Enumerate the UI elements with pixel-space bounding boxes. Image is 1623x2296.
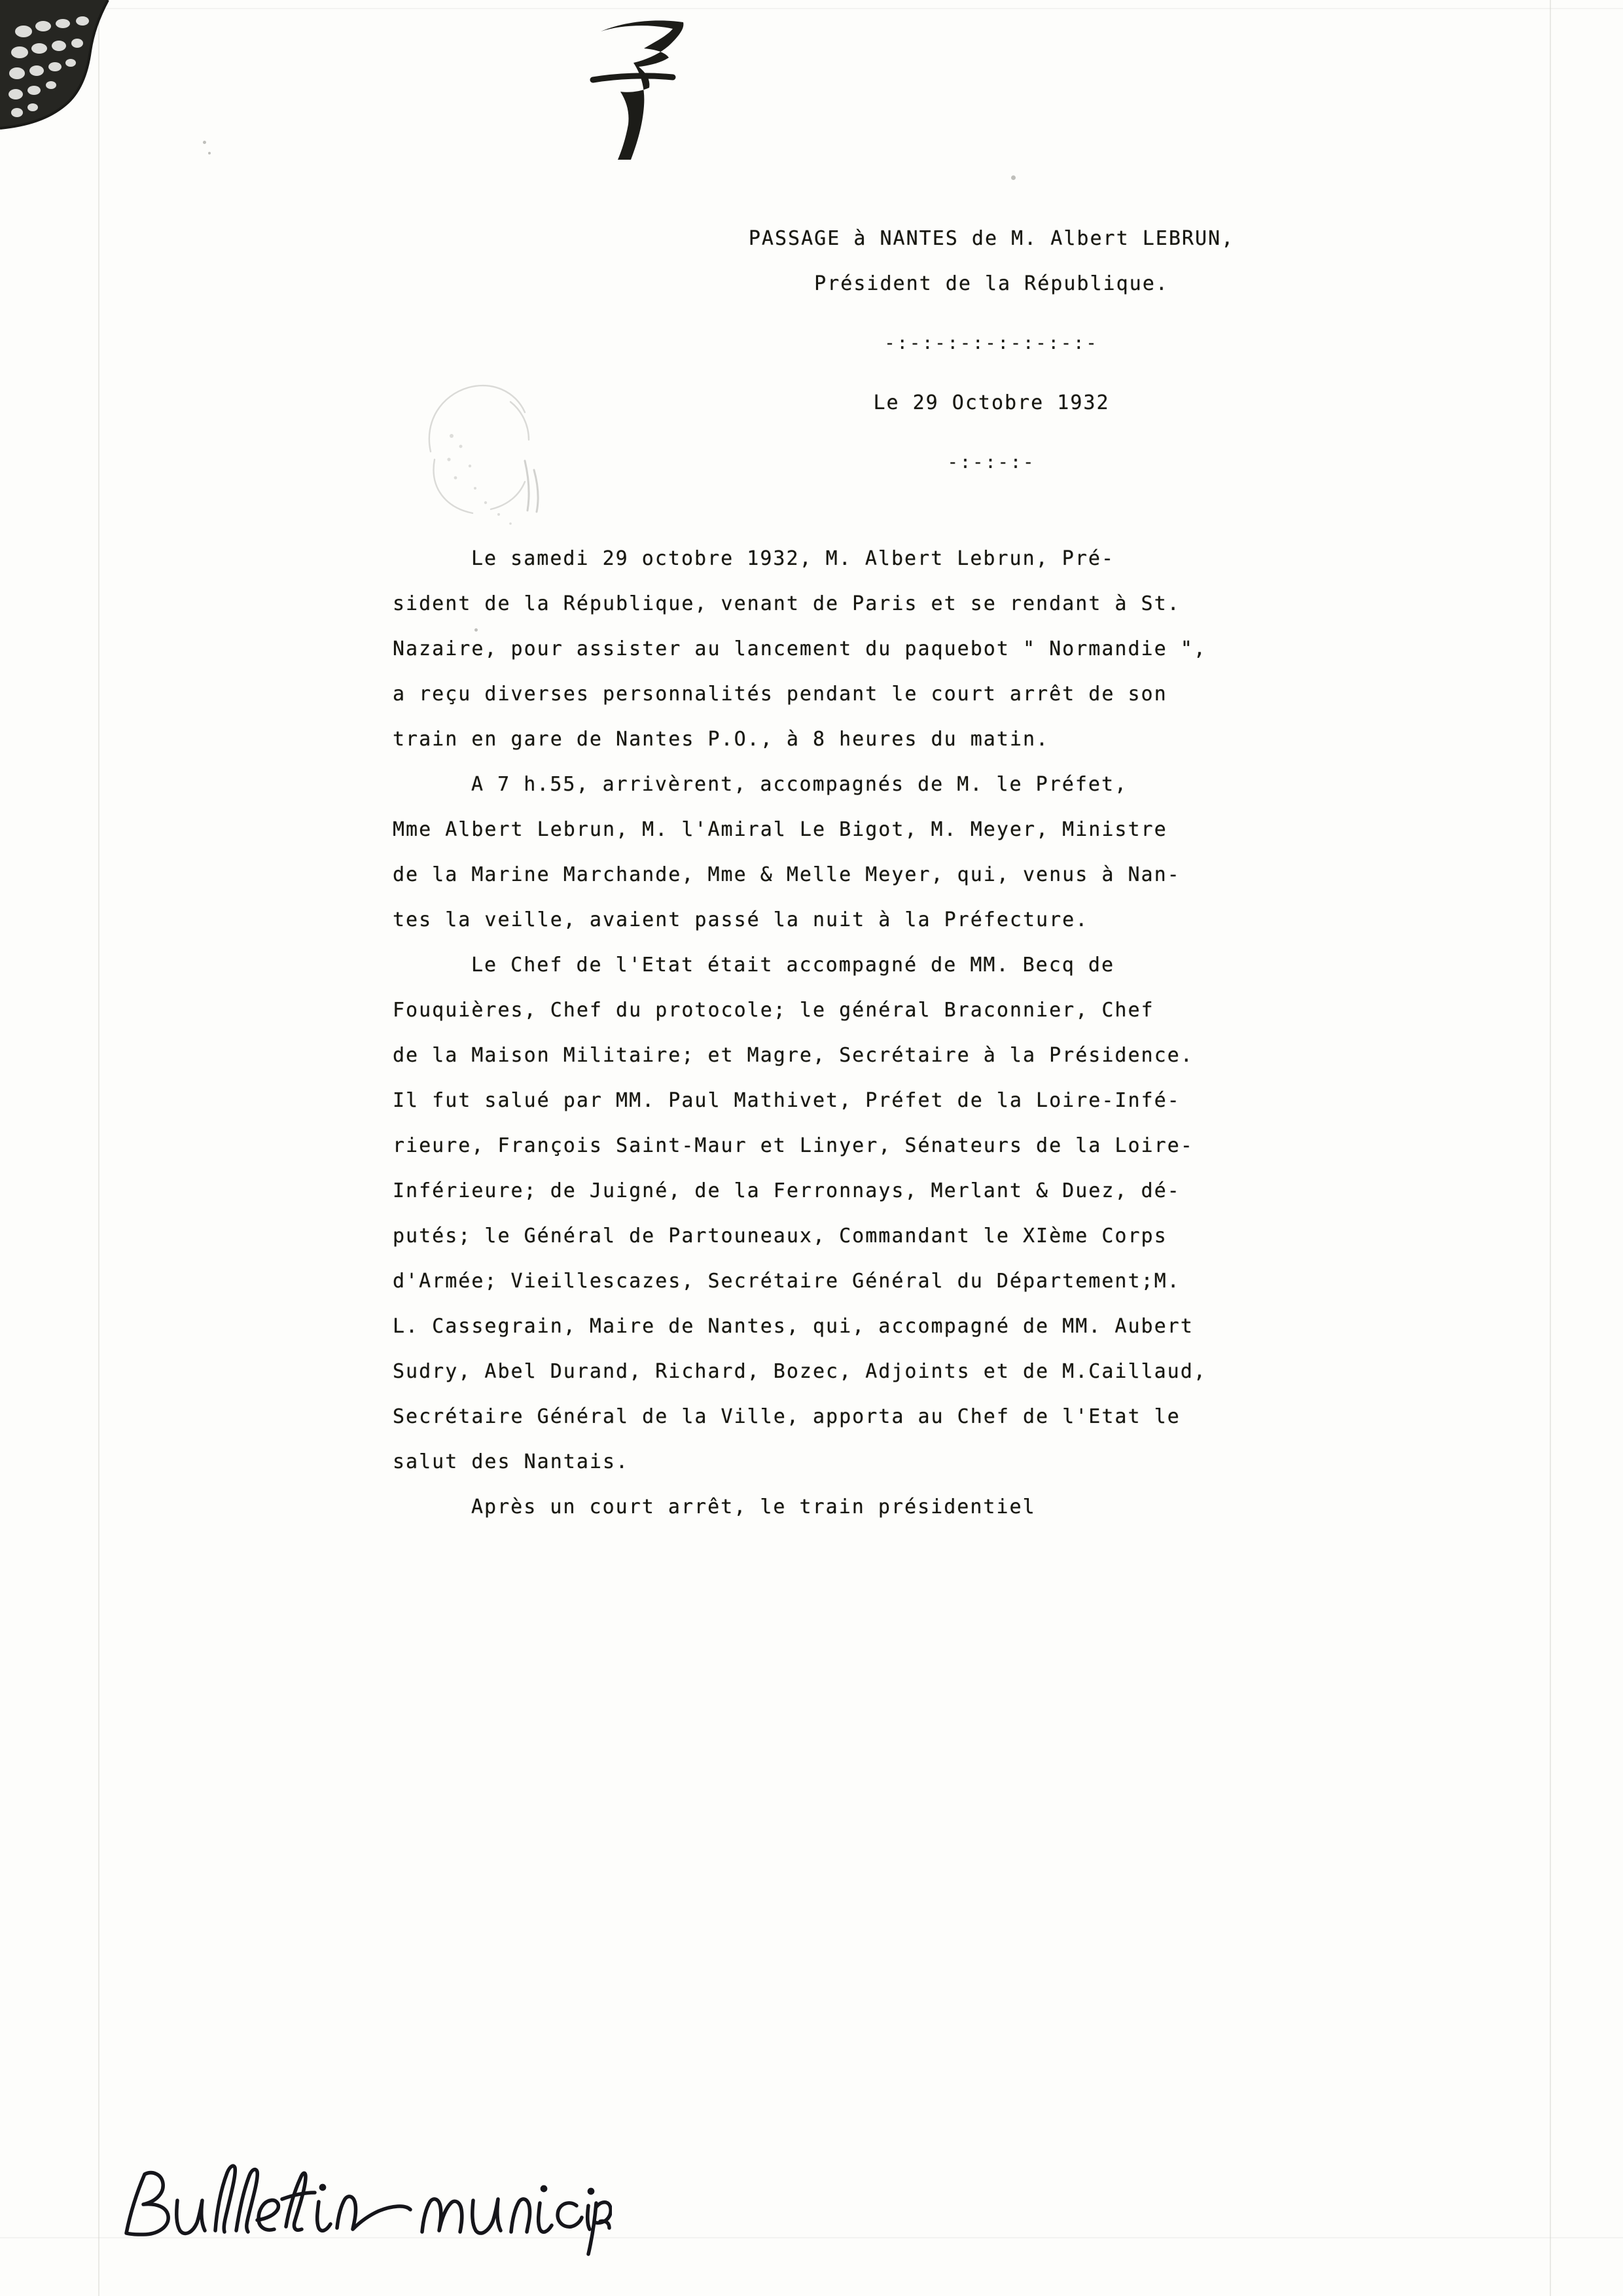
text-line: train en gare de Nantes P.O., à 8 heures du matin. bbox=[393, 728, 1050, 751]
document-date: Le 29 Octobre 1932 bbox=[873, 391, 1110, 414]
paper-speck bbox=[208, 152, 211, 154]
typewritten-text-body bbox=[393, 216, 1564, 1530]
text-line: de la Maison Militaire; et Magre, Secrétaire à la Présidence. bbox=[393, 1044, 1194, 1067]
scan-edge-top bbox=[0, 8, 1623, 9]
paragraph-3 bbox=[393, 942, 1564, 1484]
text-line: Il fut salué par MM. Paul Mathivet, Préfet de la Loire-Infé- bbox=[393, 1089, 1181, 1112]
text-line: Inférieure; de Juigné, de la Ferronnays, Merlant & Duez, dé- bbox=[393, 1179, 1181, 1202]
paragraph-4 bbox=[393, 1484, 1564, 1530]
document-title-line-2: Président de la République. bbox=[814, 272, 1169, 295]
paragraph-2 bbox=[393, 762, 1564, 942]
text-line: A 7 h.55, arrivèrent, accompagnés de M. le Préfet, bbox=[471, 773, 1128, 796]
paper-speck bbox=[203, 141, 206, 144]
text-line: d'Armée; Vieillescazes, Secrétaire Général du Département;M. bbox=[393, 1270, 1181, 1293]
text-line: putés; le Général de Partouneaux, Commandant le XIème Corps bbox=[393, 1225, 1168, 1247]
text-line: salut des Nantais. bbox=[393, 1450, 630, 1473]
folio-number-handwriting bbox=[589, 20, 707, 164]
handwritten-annotation bbox=[115, 2160, 612, 2258]
document-title-line-1: PASSAGE à NANTES de M. Albert LEBRUN, bbox=[748, 227, 1235, 250]
text-line: rieure, François Saint-Maur et Linyer, Sénateurs de la Loire- bbox=[393, 1134, 1194, 1157]
text-line: sident de la République, venant de Paris et se rendant à St. bbox=[393, 592, 1181, 615]
text-line: Sudry, Abel Durand, Richard, Bozec, Adjoints et de M.Caillaud, bbox=[393, 1360, 1207, 1383]
corner-ink-artifact-icon bbox=[0, 0, 121, 147]
text-line: Mme Albert Lebrun, M. l'Amiral Le Bigot, M. Meyer, Ministre bbox=[393, 818, 1168, 841]
paragraph-1 bbox=[393, 536, 1564, 762]
scan-edge-left bbox=[98, 0, 99, 2296]
text-line: tes la veille, avaient passé la nuit à la Préfecture. bbox=[393, 908, 1089, 931]
text-line: L. Cassegrain, Maire de Nantes, qui, accompagné de MM. Aubert bbox=[393, 1315, 1194, 1338]
text-line: Secrétaire Général de la Ville, apporta au Chef de l'Etat le bbox=[393, 1405, 1181, 1428]
text-line: de la Marine Marchande, Mme & Melle Meyer, qui, venus à Nan- bbox=[393, 863, 1181, 886]
text-line: Le samedi 29 octobre 1932, M. Albert Lebrun, Pré- bbox=[471, 547, 1115, 570]
text-line: Fouquières, Chef du protocole; le général Braconnier, Chef bbox=[393, 999, 1154, 1022]
divider-rule-1: -:-:-:-:-:-:-:-:- bbox=[884, 333, 1099, 353]
text-line: a reçu diverses personnalités pendant le court arrêt de son bbox=[393, 683, 1168, 706]
divider-rule-2: -:-:-:- bbox=[947, 452, 1036, 473]
paper-speck bbox=[1011, 175, 1016, 180]
text-line: Le Chef de l'Etat était accompagné de MM. Becq de bbox=[471, 954, 1115, 977]
text-line: Après un court arrêt, le train présidentiel bbox=[471, 1496, 1036, 1518]
text-line: Nazaire, pour assister au lancement du paquebot " Normandie ", bbox=[393, 637, 1207, 660]
